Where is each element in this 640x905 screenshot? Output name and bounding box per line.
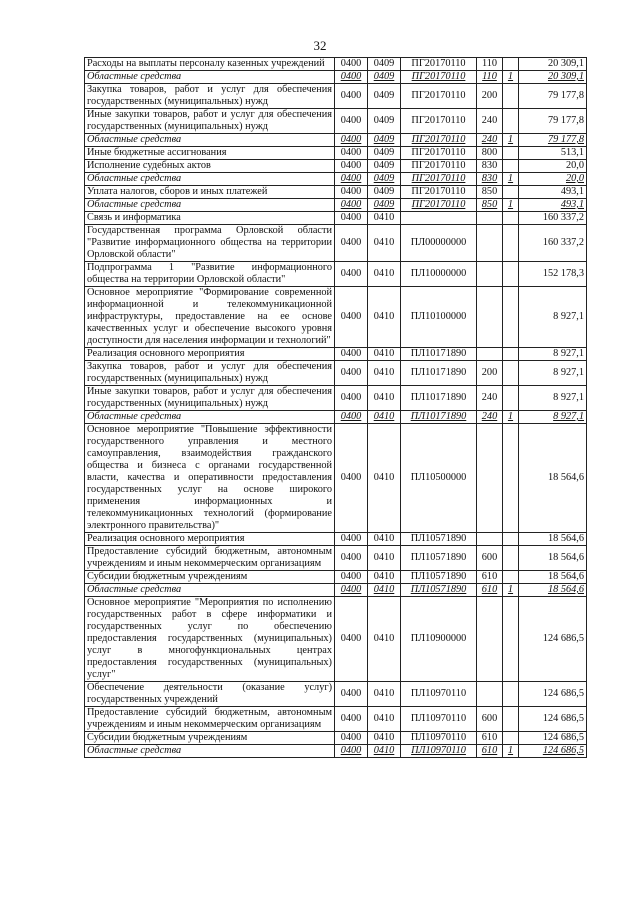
amount-cell: 79 177,8	[519, 109, 587, 134]
table-row	[85, 584, 587, 597]
budget-table	[84, 57, 587, 758]
amount-cell: 493,1	[519, 186, 587, 199]
section-code-cell: 0400	[335, 134, 368, 147]
expense-type-cell: 830	[477, 173, 503, 186]
subsection-code-cell: 0410	[368, 707, 401, 732]
table-row	[85, 682, 587, 707]
section-code-cell: 0400	[335, 173, 368, 186]
funding-source-cell	[503, 361, 519, 386]
expense-name-cell: Основное мероприятие "Формирование современной информационной и телекоммуникационной инфраструктуры, предоставление на ее основе качественных услуг и обеспечение высокого уровня доступности для населения информации и технологий"	[85, 287, 335, 348]
section-code-cell: 0400	[335, 225, 368, 262]
section-code-cell: 0400	[335, 160, 368, 173]
expense-name-cell: Связь и информатика	[85, 212, 335, 225]
table-row	[85, 546, 587, 571]
subsection-code-cell: 0410	[368, 682, 401, 707]
subsection-code-cell: 0410	[368, 584, 401, 597]
target-article-cell: ПЛ10571890	[401, 533, 477, 546]
expense-name-cell: Областные средства	[85, 199, 335, 212]
expense-name-cell: Закупка товаров, работ и услуг для обеспечения государственных (муниципальных) нужд	[85, 84, 335, 109]
section-code-cell: 0400	[335, 707, 368, 732]
amount-cell: 493,1	[519, 199, 587, 212]
section-code-cell: 0400	[335, 71, 368, 84]
funding-source-cell	[503, 212, 519, 225]
subsection-code-cell: 0410	[368, 287, 401, 348]
amount-cell: 79 177,8	[519, 84, 587, 109]
expense-name-cell: Реализация основного мероприятия	[85, 348, 335, 361]
section-code-cell: 0400	[335, 58, 368, 71]
expense-type-cell	[477, 533, 503, 546]
amount-cell: 124 686,5	[519, 682, 587, 707]
expense-type-cell: 200	[477, 361, 503, 386]
table-row	[85, 597, 587, 682]
amount-cell: 160 337,2	[519, 212, 587, 225]
expense-name-cell: Расходы на выплаты персоналу казенных учреждений	[85, 58, 335, 71]
amount-cell: 79 177,8	[519, 134, 587, 147]
funding-source-cell	[503, 109, 519, 134]
expense-type-cell: 610	[477, 584, 503, 597]
funding-source-cell	[503, 386, 519, 411]
funding-source-cell: 1	[503, 173, 519, 186]
expense-name-cell: Закупка товаров, работ и услуг для обеспечения государственных (муниципальных) нужд	[85, 361, 335, 386]
expense-name-cell: Реализация основного мероприятия	[85, 533, 335, 546]
expense-type-cell	[477, 597, 503, 682]
table-row	[85, 287, 587, 348]
expense-type-cell: 830	[477, 160, 503, 173]
amount-cell: 160 337,2	[519, 225, 587, 262]
expense-type-cell: 110	[477, 58, 503, 71]
expense-type-cell	[477, 682, 503, 707]
section-code-cell: 0400	[335, 84, 368, 109]
target-article-cell: ПГ20170110	[401, 84, 477, 109]
target-article-cell: ПГ20170110	[401, 71, 477, 84]
expense-name-cell: Исполнение судебных актов	[85, 160, 335, 173]
funding-source-cell	[503, 147, 519, 160]
amount-cell: 18 564,6	[519, 533, 587, 546]
funding-source-cell	[503, 160, 519, 173]
expense-type-cell: 850	[477, 199, 503, 212]
amount-cell: 8 927,1	[519, 361, 587, 386]
table-row	[85, 262, 587, 287]
expense-type-cell: 240	[477, 411, 503, 424]
subsection-code-cell: 0409	[368, 173, 401, 186]
funding-source-cell: 1	[503, 199, 519, 212]
expense-type-cell: 610	[477, 745, 503, 758]
funding-source-cell	[503, 533, 519, 546]
table-row	[85, 571, 587, 584]
expense-type-cell: 610	[477, 732, 503, 745]
subsection-code-cell: 0409	[368, 71, 401, 84]
amount-cell: 20 309,1	[519, 71, 587, 84]
target-article-cell: ПГ20170110	[401, 147, 477, 160]
section-code-cell: 0400	[335, 533, 368, 546]
subsection-code-cell: 0409	[368, 160, 401, 173]
amount-cell: 124 686,5	[519, 597, 587, 682]
table-row	[85, 533, 587, 546]
target-article-cell: ПЛ10571890	[401, 546, 477, 571]
subsection-code-cell: 0410	[368, 424, 401, 533]
funding-source-cell	[503, 348, 519, 361]
section-code-cell: 0400	[335, 147, 368, 160]
target-article-cell: ПГ20170110	[401, 186, 477, 199]
funding-source-cell	[503, 262, 519, 287]
expense-name-cell: Уплата налогов, сборов и иных платежей	[85, 186, 335, 199]
section-code-cell: 0400	[335, 571, 368, 584]
expense-name-cell: Государственная программа Орловской области "Развитие информационного общества на территории Орловской области"	[85, 225, 335, 262]
subsection-code-cell: 0409	[368, 186, 401, 199]
section-code-cell: 0400	[335, 682, 368, 707]
table-row	[85, 84, 587, 109]
table-row	[85, 225, 587, 262]
amount-cell: 20,0	[519, 173, 587, 186]
amount-cell: 8 927,1	[519, 386, 587, 411]
subsection-code-cell: 0409	[368, 134, 401, 147]
expense-name-cell: Субсидии бюджетным учреждениям	[85, 571, 335, 584]
expense-type-cell: 850	[477, 186, 503, 199]
funding-source-cell: 1	[503, 134, 519, 147]
expense-type-cell: 240	[477, 386, 503, 411]
section-code-cell: 0400	[335, 584, 368, 597]
section-code-cell: 0400	[335, 411, 368, 424]
expense-name-cell: Областные средства	[85, 134, 335, 147]
target-article-cell: ПГ20170110	[401, 173, 477, 186]
target-article-cell: ПЛ10171890	[401, 348, 477, 361]
table-row	[85, 109, 587, 134]
expense-type-cell: 240	[477, 134, 503, 147]
amount-cell: 18 564,6	[519, 546, 587, 571]
funding-source-cell	[503, 707, 519, 732]
table-row	[85, 745, 587, 758]
expense-name-cell: Обеспечение деятельности (оказание услуг) государственных учреждений	[85, 682, 335, 707]
expense-type-cell: 610	[477, 571, 503, 584]
target-article-cell: ПЛ10500000	[401, 424, 477, 533]
section-code-cell: 0400	[335, 186, 368, 199]
section-code-cell: 0400	[335, 546, 368, 571]
funding-source-cell: 1	[503, 745, 519, 758]
subsection-code-cell: 0410	[368, 386, 401, 411]
section-code-cell: 0400	[335, 199, 368, 212]
funding-source-cell	[503, 546, 519, 571]
table-row	[85, 186, 587, 199]
funding-source-cell	[503, 186, 519, 199]
section-code-cell: 0400	[335, 424, 368, 533]
funding-source-cell	[503, 682, 519, 707]
table-row	[85, 212, 587, 225]
table-row	[85, 411, 587, 424]
subsection-code-cell: 0410	[368, 212, 401, 225]
table-row	[85, 173, 587, 186]
funding-source-cell	[503, 571, 519, 584]
funding-source-cell	[503, 58, 519, 71]
section-code-cell: 0400	[335, 361, 368, 386]
target-article-cell: ПЛ10970110	[401, 707, 477, 732]
expense-name-cell: Основное мероприятие "Мероприятия по исполнению государственных работ в сфере информатики и государственных услуг по обеспечению предоставления государственных (муниципальных) услуг в многофункциональных центрах предоставления государственных (муниципальных) услуг"	[85, 597, 335, 682]
amount-cell: 8 927,1	[519, 287, 587, 348]
amount-cell: 18 564,6	[519, 571, 587, 584]
subsection-code-cell: 0410	[368, 597, 401, 682]
subsection-code-cell: 0410	[368, 546, 401, 571]
subsection-code-cell: 0410	[368, 262, 401, 287]
target-article-cell: ПГ20170110	[401, 160, 477, 173]
subsection-code-cell: 0409	[368, 199, 401, 212]
expense-type-cell: 200	[477, 84, 503, 109]
target-article-cell: ПЛ10571890	[401, 584, 477, 597]
subsection-code-cell: 0409	[368, 147, 401, 160]
subsection-code-cell: 0410	[368, 732, 401, 745]
target-article-cell: ПГ20170110	[401, 58, 477, 71]
table-row	[85, 386, 587, 411]
target-article-cell: ПЛ10970110	[401, 732, 477, 745]
amount-cell: 20 309,1	[519, 58, 587, 71]
section-code-cell: 0400	[335, 386, 368, 411]
expense-type-cell: 600	[477, 546, 503, 571]
table-row	[85, 147, 587, 160]
target-article-cell: ПЛ10970110	[401, 745, 477, 758]
target-article-cell: ПГ20170110	[401, 109, 477, 134]
target-article-cell: ПЛ10000000	[401, 262, 477, 287]
expense-type-cell	[477, 225, 503, 262]
subsection-code-cell: 0410	[368, 361, 401, 386]
funding-source-cell	[503, 597, 519, 682]
amount-cell: 124 686,5	[519, 732, 587, 745]
expense-name-cell: Областные средства	[85, 173, 335, 186]
section-code-cell: 0400	[335, 212, 368, 225]
target-article-cell: ПЛ10171890	[401, 386, 477, 411]
table-row	[85, 160, 587, 173]
expense-type-cell	[477, 348, 503, 361]
target-article-cell: ПЛ10571890	[401, 571, 477, 584]
funding-source-cell: 1	[503, 71, 519, 84]
subsection-code-cell: 0409	[368, 84, 401, 109]
expense-type-cell	[477, 424, 503, 533]
funding-source-cell	[503, 225, 519, 262]
table-row	[85, 732, 587, 745]
target-article-cell: ПЛ00000000	[401, 225, 477, 262]
table-row	[85, 199, 587, 212]
expense-type-cell: 800	[477, 147, 503, 160]
expense-name-cell: Подпрограмма 1 "Развитие информационного общества на территории Орловской области"	[85, 262, 335, 287]
funding-source-cell	[503, 84, 519, 109]
page-number: 32	[313, 38, 327, 53]
amount-cell: 513,1	[519, 147, 587, 160]
expense-name-cell: Предоставление субсидий бюджетным, автономным учреждениям и иным некоммерческим организациям	[85, 707, 335, 732]
section-code-cell: 0400	[335, 287, 368, 348]
subsection-code-cell: 0409	[368, 109, 401, 134]
section-code-cell: 0400	[335, 109, 368, 134]
funding-source-cell	[503, 287, 519, 348]
subsection-code-cell: 0410	[368, 571, 401, 584]
expense-name-cell: Иные бюджетные ассигнования	[85, 147, 335, 160]
subsection-code-cell: 0409	[368, 58, 401, 71]
target-article-cell: ПГ20170110	[401, 199, 477, 212]
section-code-cell: 0400	[335, 732, 368, 745]
section-code-cell: 0400	[335, 597, 368, 682]
section-code-cell: 0400	[335, 348, 368, 361]
subsection-code-cell: 0410	[368, 745, 401, 758]
amount-cell: 20,0	[519, 160, 587, 173]
target-article-cell: ПЛ10171890	[401, 411, 477, 424]
expense-name-cell: Иные закупки товаров, работ и услуг для обеспечения государственных (муниципальных) нужд	[85, 386, 335, 411]
target-article-cell: ПГ20170110	[401, 134, 477, 147]
expense-name-cell: Областные средства	[85, 411, 335, 424]
expense-type-cell	[477, 212, 503, 225]
amount-cell: 8 927,1	[519, 348, 587, 361]
subsection-code-cell: 0410	[368, 225, 401, 262]
section-code-cell: 0400	[335, 262, 368, 287]
amount-cell: 124 686,5	[519, 707, 587, 732]
target-article-cell: ПЛ10100000	[401, 287, 477, 348]
table-row	[85, 71, 587, 84]
subsection-code-cell: 0410	[368, 533, 401, 546]
expense-type-cell	[477, 287, 503, 348]
target-article-cell: ПЛ10970110	[401, 682, 477, 707]
expense-type-cell: 240	[477, 109, 503, 134]
section-code-cell: 0400	[335, 745, 368, 758]
expense-name-cell: Областные средства	[85, 71, 335, 84]
expense-name-cell: Предоставление субсидий бюджетным, автономным учреждениям и иным некоммерческим организациям	[85, 546, 335, 571]
table-row	[85, 58, 587, 71]
expense-name-cell: Иные закупки товаров, работ и услуг для обеспечения государственных (муниципальных) нужд	[85, 109, 335, 134]
expense-name-cell: Основное мероприятие "Повышение эффективности государственного управления и местного самоуправления, взаимодействия гражданского общества и бизнеса с органами государственной власти, качества и оперативности предоставления государственных услуг на основе широкого применения информационных и телекоммуникационных технологий (формирование электронного правительства)"	[85, 424, 335, 533]
expense-name-cell: Субсидии бюджетным учреждениям	[85, 732, 335, 745]
target-article-cell	[401, 212, 477, 225]
table-row	[85, 348, 587, 361]
amount-cell: 124 686,5	[519, 745, 587, 758]
funding-source-cell	[503, 732, 519, 745]
target-article-cell: ПЛ10171890	[401, 361, 477, 386]
expense-type-cell: 600	[477, 707, 503, 732]
expense-name-cell: Областные средства	[85, 584, 335, 597]
subsection-code-cell: 0410	[368, 348, 401, 361]
amount-cell: 18 564,6	[519, 424, 587, 533]
table-row	[85, 134, 587, 147]
table-row	[85, 707, 587, 732]
expense-name-cell: Областные средства	[85, 745, 335, 758]
table-row	[85, 361, 587, 386]
amount-cell: 18 564,6	[519, 584, 587, 597]
table-row	[85, 424, 587, 533]
funding-source-cell: 1	[503, 584, 519, 597]
amount-cell: 8 927,1	[519, 411, 587, 424]
amount-cell: 152 178,3	[519, 262, 587, 287]
subsection-code-cell: 0410	[368, 411, 401, 424]
expense-type-cell	[477, 262, 503, 287]
funding-source-cell: 1	[503, 411, 519, 424]
expense-type-cell: 110	[477, 71, 503, 84]
target-article-cell: ПЛ10900000	[401, 597, 477, 682]
funding-source-cell	[503, 424, 519, 533]
